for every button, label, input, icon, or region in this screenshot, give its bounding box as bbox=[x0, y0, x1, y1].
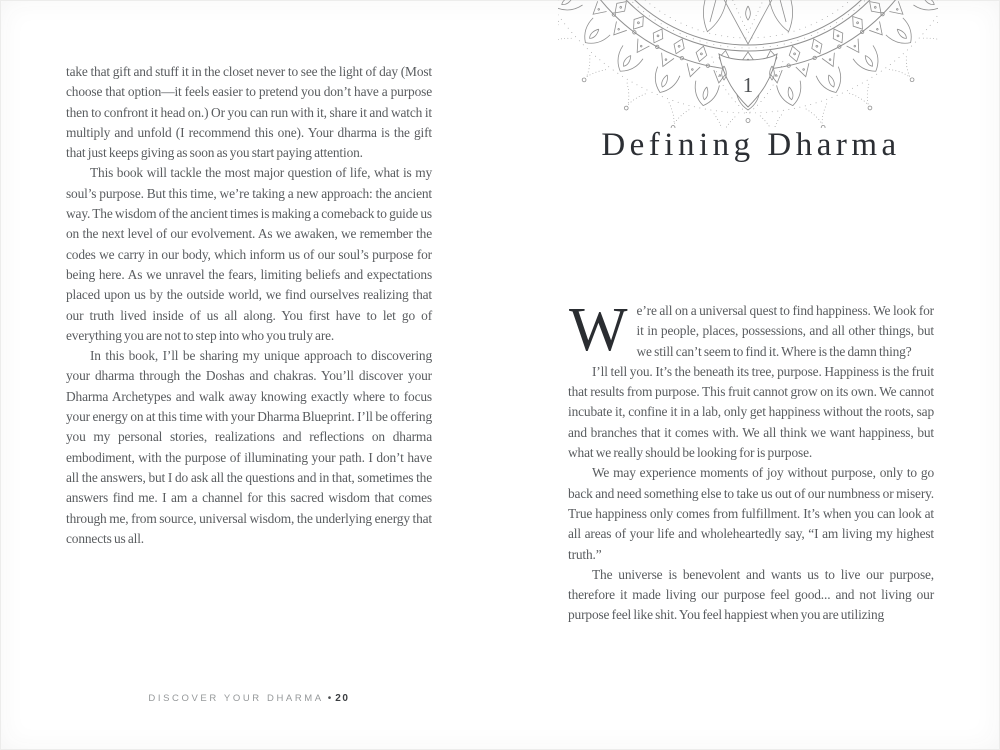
chapter-number-pendant bbox=[712, 54, 784, 123]
footer-separator-bullet: • bbox=[327, 693, 332, 704]
chapter-number: 1 bbox=[742, 73, 754, 97]
footer-book-title: DISCOVER YOUR DHARMA bbox=[148, 693, 324, 704]
opening-paragraph-text: e’re all on a universal quest to find happiness. We look for it in people, places, possessions, and all other things, but we still can’t seem to find it. Where is the damn thing? bbox=[636, 303, 934, 359]
running-footer bbox=[66, 693, 432, 704]
right-page bbox=[568, 0, 934, 750]
body-paragraph: I’ll tell you. It’s the beneath its tree, purpose. Happiness is the fruit that results from purpose. This fruit cannot grow on its own. We cannot incubate it, confine it in a lab, only get happiness without the roots, sap and branches that it comes with. We all think we want happiness, but what we really should be looking for is purpose. bbox=[568, 363, 934, 461]
body-paragraph: take that gift and stuff it in the closet never to see the light of day (Most choose that option—it feels easier to pretend you don’t have a purpose then to confront it head on.) Or you can run with it, share it and watch it multiply and unfold (I recommend this one). Your dharma is the gift that just keeps giving as soon as you start paying attention. bbox=[66, 64, 432, 161]
mandala-center-v bbox=[721, 0, 775, 44]
body-paragraph: The universe is benevolent and wants us to live our purpose, therefore it made living our purpose feel good... and not living our purpose feel like shit. You feel happiest when you are utilizing bbox=[568, 566, 934, 623]
right-page-body bbox=[568, 296, 934, 626]
opening-paragraph bbox=[568, 296, 934, 364]
footer-page-number: 20 bbox=[335, 693, 350, 704]
drop-cap: W bbox=[569, 296, 628, 364]
left-page-body bbox=[66, 62, 432, 549]
chapter-title: Defining Dharma bbox=[601, 127, 901, 163]
body-paragraph: This book will tackle the most major question of life, what is my soul’s purpose. But this time, we’re taking a new approach: the ancient way. The wisdom of the ancient times is making a comeback to guide us on the next level of our evolvement. As we awaken, we remember the codes we carry in our body, which inform us of our soul’s purpose for being here. As we unravel the fears, limiting beliefs and expectations placed upon us by the outside world, we find ourselves realizing that our truth lived inside of us all along. You first have to let go of everything you are not to step into who you truly are. bbox=[66, 165, 432, 343]
half-mandala-icon bbox=[558, 0, 938, 128]
body-paragraph: We may experience moments of joy without purpose, only to go back and need something else to take us out of our numbness or misery. True happiness only comes from fulfillment. It’s when you can look at all areas of your life and wholeheartedly say, “I am living my highest truth.” bbox=[568, 465, 934, 562]
left-page bbox=[66, 62, 432, 750]
body-paragraph: In this book, I’ll be sharing my unique approach to discovering your dharma through the Doshas and chakras. You’ll discover your Dharma Archetypes and walk away knowing exactly where to focus your energy on at this time with your Dharma Blueprint. I’ll be offering you my personal stories, realizations and reflections on dharma embodiment, with the purpose of illuminating your path. I don’t have all the answers, but I do ask all the questions and in that, sometimes the answers find me. I am a channel for this sacred wisdom that comes through me, from source, universal wisdom, the underlying energy that connects us all. bbox=[66, 348, 432, 546]
